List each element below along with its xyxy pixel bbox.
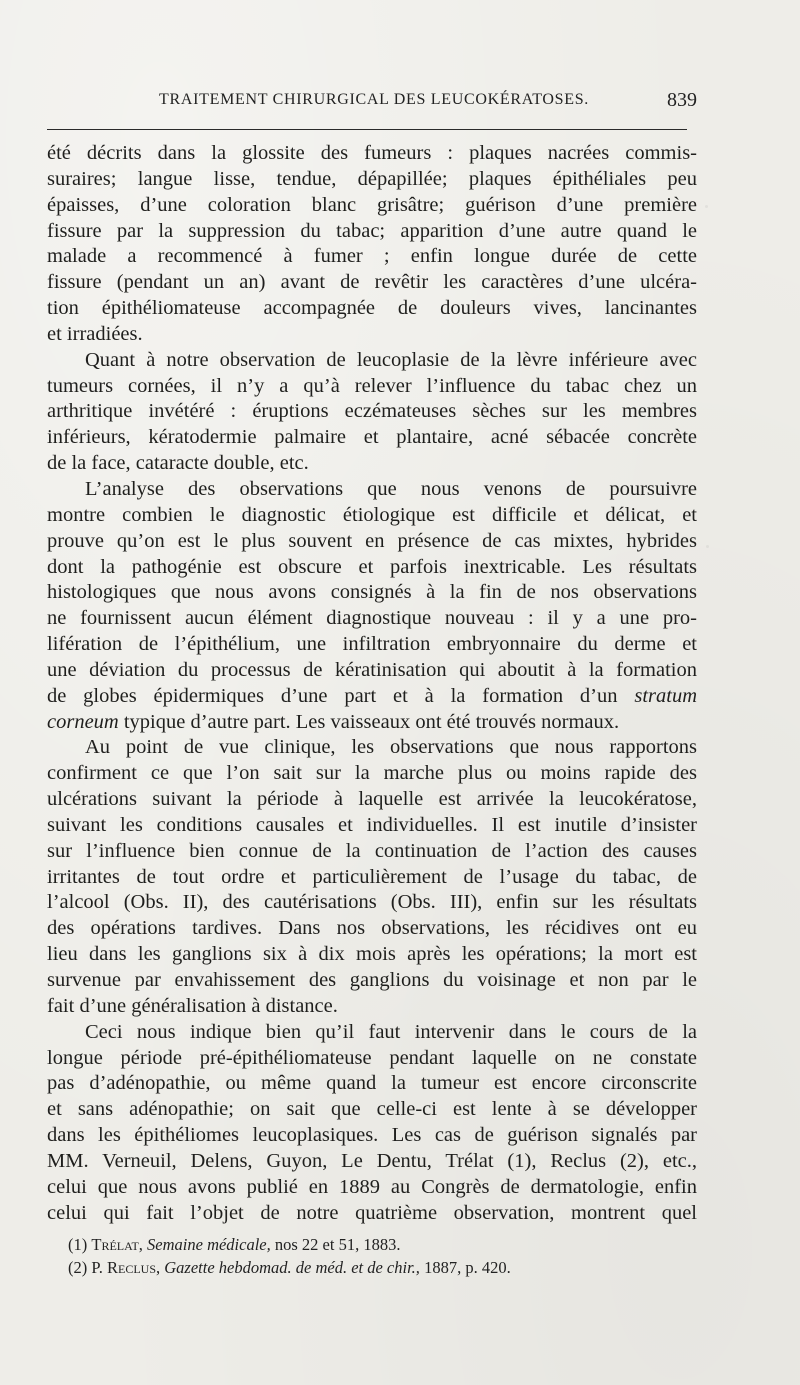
paragraph-4 [47, 735, 697, 1019]
text-line: une déviation du processus de kératinisation qui aboutit à la formation [47, 658, 697, 681]
footnotes [68, 1233, 688, 1279]
text-line: inférieurs, kératodermie palmaire et plantaire, acné sébacée concrète [47, 426, 697, 449]
text-line: Au point de vue clinique, les observations que nous rapportons [85, 736, 697, 759]
text-line: fissure par la suppression du tabac; apparition d’une autre quand le [47, 219, 697, 242]
footnote-details: 1887, p. 420. [424, 1258, 511, 1277]
text-line: malade a recommencé à fumer ; enfin longue durée de cette [47, 245, 697, 268]
footnote-author: Trélat, [91, 1235, 143, 1254]
text-line: prouve qu’on est le plus souvent en présence de cas mixtes, hybrides [47, 529, 697, 552]
text-line: ulcérations suivant la période à laquelle est arrivée la leucokératose, [47, 788, 697, 811]
text-line: épaisses, d’une coloration blanc grisâtre; guérison d’une première [47, 193, 697, 216]
text-run: de globes épidermiques d’une part et à la formation d’un [47, 684, 618, 707]
footnote-2 [68, 1256, 688, 1279]
footnote-1 [68, 1233, 688, 1256]
text-line: suraires; langue lisse, tendue, dépapillée; plaques épithéliales peu [47, 167, 697, 190]
text-line: irritantes de tout ordre et particulièrement de l’usage du tabac, de [47, 865, 697, 888]
text-line: MM. Verneuil, Delens, Guyon, Le Dentu, Trélat (1), Reclus (2), etc., [47, 1149, 697, 1172]
paragraph-3 [47, 477, 697, 735]
text-line: survenue par envahissement des ganglions du voisinage et non par le [47, 969, 697, 991]
paragraph-1 [47, 141, 697, 348]
footnote-author: Reclus, [106, 1258, 161, 1277]
running-title: TRAITEMENT CHIRURGICAL DES LEUCOKÉRATOSES. [159, 91, 590, 108]
footnote-journal: Semaine médicale, [147, 1235, 271, 1254]
text-line: des opérations tardives. Dans nos observations, les récidives ont eu [47, 917, 697, 940]
text-line: longue période pré-épithéliomateuse pendant laquelle on ne constate [47, 1046, 697, 1069]
footnote-author-prefix: P. [91, 1258, 103, 1277]
text-line: et sans adénopathie; on sait que celle-ci est lente à se développer [47, 1098, 697, 1121]
italic-term: corneum [47, 710, 119, 733]
paper-blemish [705, 205, 708, 208]
text-line: dont la pathogénie est obscure et parfois inextricable. Les résultats [47, 555, 697, 578]
running-header [47, 91, 697, 115]
paragraph-2 [47, 348, 697, 477]
text-line: histologiques que nous avons consignés à la fin de nos observations [47, 581, 697, 604]
footnote-marker: (2) [68, 1258, 88, 1277]
text-line: fissure (pendant un an) avant de revêtir les caractères d’une ulcéra- [47, 271, 697, 294]
text-line: lifération de l’épithélium, une infiltration embryonnaire du derme et [47, 633, 697, 656]
text-line: de la face, cataracte double, etc. [47, 452, 309, 475]
header-rule [47, 129, 687, 130]
text-line: celui que nous avons publié en 1889 au Congrès de dermatologie, enfin [47, 1175, 697, 1198]
text-line [47, 684, 697, 710]
text-line: l’alcool (Obs. II), des cautérisations (Obs. III), enfin sur les résultats [47, 891, 697, 914]
text-line: tumeurs cornées, il n’y a qu’à relever l’influence du tabac chez un [47, 374, 697, 397]
text-line: ne fournissent aucun élément diagnostique nouveau : il y a une pro- [47, 607, 697, 630]
text-line: fait d’une généralisation à distance. [47, 994, 338, 1017]
text-line: Ceci nous indique bien qu’il faut intervenir dans le cours de la [85, 1020, 697, 1043]
paragraph-5 [47, 1020, 697, 1227]
italic-term: stratum [634, 684, 697, 707]
text-line: tion épithéliomateuse accompagnée de douleurs vives, lancinantes [47, 297, 697, 320]
text-line [47, 710, 697, 736]
text-line: dans les épithéliomes leucoplasiques. Les cas de guérison signalés par [47, 1124, 697, 1147]
text-line: Quant à notre observation de leucoplasie de la lèvre inférieure avec [85, 348, 697, 371]
text-line: et irradiées. [47, 322, 143, 345]
text-line: montre combien le diagnostic étiologique est difficile et délicat, et [47, 503, 697, 526]
text-line: L’analyse des observations que nous venons de poursuivre [85, 477, 697, 500]
text-line: confirment ce que l’on sait sur la marche plus ou moins rapide des [47, 762, 697, 785]
page-number: 839 [667, 89, 697, 111]
text-line: pas d’adénopathie, ou même quand la tumeur est encore circonscrite [47, 1072, 697, 1095]
text-line: suivant les conditions causales et individuelles. Il est inutile d’insister [47, 813, 697, 836]
text-line: été décrits dans la glossite des fumeurs : plaques nacrées commis- [47, 142, 697, 164]
text-run: typique d’autre part. Les vaisseaux ont été trouvés normaux. [123, 710, 620, 733]
footnote-details: nos 22 et 51, 1883. [274, 1235, 401, 1254]
footnote-marker: (1) [68, 1235, 88, 1254]
paper-blemish [706, 545, 709, 548]
main-text [47, 141, 697, 1226]
text-line: lieu dans les ganglions six à dix mois après les opérations; la mort est [47, 943, 697, 966]
text-line: celui qui fait l’objet de notre quatrième observation, montrent quel [47, 1201, 697, 1224]
text-line: arthritique invétéré : éruptions eczémateuses sèches sur les membres [47, 400, 697, 423]
footnote-journal: Gazette hebdomad. de méd. et de chir., [164, 1258, 420, 1277]
text-line: sur l’influence bien connue de la continuation de l’action des causes [47, 839, 697, 862]
